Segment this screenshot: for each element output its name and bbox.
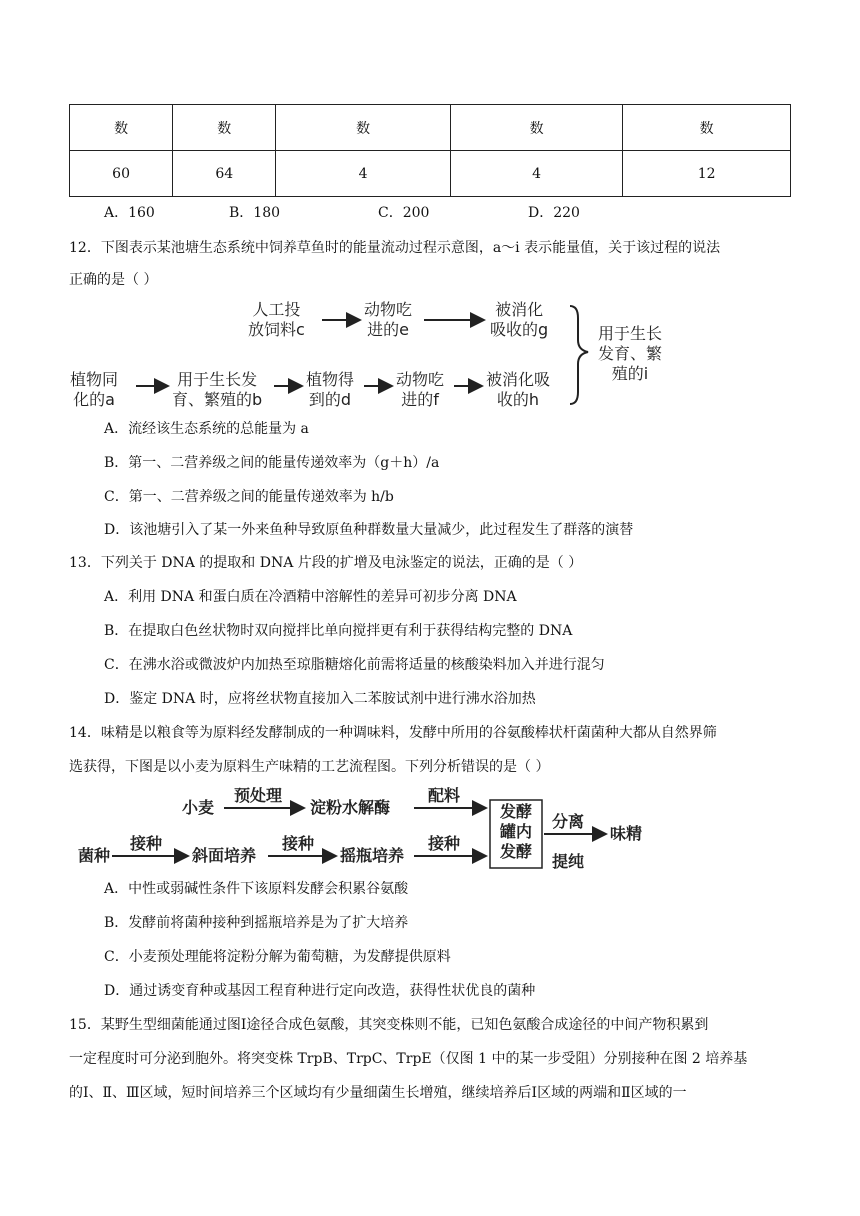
option-b: B．在提取白色丝状物时双向搅拌比单向搅拌更有利于获得结构完整的 DNA <box>104 623 573 639</box>
question-stem: 正确的是（ ） <box>69 272 158 288</box>
data-table <box>69 104 791 197</box>
node-label: 动物吃 进的e <box>364 300 413 339</box>
question-stem: 一定程度时可分泌到胞外。将突变株 TrpB、TrpC、TrpE（仅图 1 中的某一步受阻）分别接种在图 2 培养基 <box>69 1051 748 1067</box>
option-b: B．第一、二营养级之间的能量传递效率为（g＋h）/a <box>104 455 440 471</box>
node-label: 用于生长发 育、繁殖的b <box>172 370 263 409</box>
node-label: 植物同 化的a <box>70 370 119 409</box>
production-flow-diagram <box>78 786 668 872</box>
node-label: 摇瓶培养 <box>340 846 405 865</box>
option-c: C．在沸水浴或微波炉内加热至琼脂糖熔化前需将适量的核酸染料加入并进行混匀 <box>104 657 605 673</box>
table-cell: 数 <box>70 105 173 151</box>
option-d: D．鉴定 DNA 时，应将丝状物直接加入二苯胺试剂中进行沸水浴加热 <box>104 691 536 707</box>
option-b: B．180 <box>229 205 281 221</box>
node-label: 斜面培养 <box>192 846 257 865</box>
arrow-label: 分离 提纯 <box>552 812 585 871</box>
option-d: D．该池塘引入了某一外来鱼种导致原鱼种群数量大量减少，此过程发生了群落的演替 <box>104 522 634 538</box>
table-cell: 数 <box>623 105 791 151</box>
table-row <box>70 105 791 151</box>
energy-flow-diagram <box>70 296 710 414</box>
node-label: 发酵 罐内 发酵 <box>500 802 533 861</box>
arrow-label: 接种 <box>428 834 461 853</box>
question-stem: 15．某野生型细菌能通过图Ⅰ途径合成色氨酸，其突变株则不能，已知色氨酸合成途径的中间产物积累到 <box>69 1017 709 1033</box>
arrow-label: 预处理 <box>234 786 283 805</box>
option-a: A．流经该生态系统的总能量为 a <box>104 421 309 437</box>
arrow-label: 接种 <box>282 834 315 853</box>
option-b: B．发酵前将菌种接种到摇瓶培养是为了扩大培养 <box>104 915 409 931</box>
option-d: D．通过诱变育种或基因工程育种进行定向改造，获得性状优良的菌种 <box>104 983 536 999</box>
question-stem: 选获得，下图是以小麦为原料生产味精的工艺流程图。下列分析错误的是（ ） <box>69 759 550 775</box>
table-cell: 4 <box>450 151 623 197</box>
option-d: D．220 <box>528 205 580 221</box>
node-label: 用于生长 发育、繁 殖的i <box>598 324 663 383</box>
table-cell: 数 <box>173 105 276 151</box>
node-label: 小麦 <box>182 798 215 817</box>
node-label: 人工投 放饲料c <box>248 300 305 339</box>
option-c: C．小麦预处理能将淀粉分解为葡萄糖，为发酵提供原料 <box>104 949 451 965</box>
option-c: C．200 <box>378 205 430 221</box>
node-label: 被消化吸 收的h <box>486 370 551 409</box>
question-stem: 的Ⅰ、Ⅱ、Ⅲ区域，短时间培养三个区域均有少量细菌生长增殖，继续培养后Ⅰ区域的两端和Ⅱ区域的一 <box>69 1085 687 1101</box>
question-stem: 14．味精是以粮食等为原料经发酵制成的一种调味料，发酵中所用的谷氨酸棒状杆菌菌种大都从自然界筛 <box>69 725 717 741</box>
question-stem: 12．下图表示某池塘生态系统中饲养草鱼时的能量流动过程示意图，a～i 表示能量值，关于该过程的说法 <box>69 240 721 256</box>
node-label: 动物吃 进的f <box>396 370 445 409</box>
node-label: 菌种 <box>78 846 111 865</box>
table-cell: 60 <box>70 151 173 197</box>
option-c: C．第一、二营养级之间的能量传递效率为 h/b <box>104 489 394 505</box>
arrow-label: 配料 <box>428 786 461 805</box>
node-label: 植物得 到的d <box>306 370 355 409</box>
option-a: A．利用 DNA 和蛋白质在冷酒精中溶解性的差异可初步分离 DNA <box>104 589 517 605</box>
node-label: 淀粉水解酶 <box>310 798 391 817</box>
table-cell: 12 <box>623 151 791 197</box>
node-label: 被消化 吸收的g <box>490 300 549 339</box>
question-stem: 13．下列关于 DNA 的提取和 DNA 片段的扩增及电泳鉴定的说法，正确的是（ ） <box>69 555 583 571</box>
table-cell: 数 <box>276 105 450 151</box>
table-cell: 数 <box>450 105 623 151</box>
arrow-label: 接种 <box>130 834 163 853</box>
table-cell: 64 <box>173 151 276 197</box>
table-row <box>70 151 791 197</box>
option-a: A．中性或弱碱性条件下该原料发酵会积累谷氨酸 <box>104 881 409 897</box>
node-label: 味精 <box>610 824 643 843</box>
option-a: A．160 <box>104 205 155 221</box>
table-cell: 4 <box>276 151 450 197</box>
